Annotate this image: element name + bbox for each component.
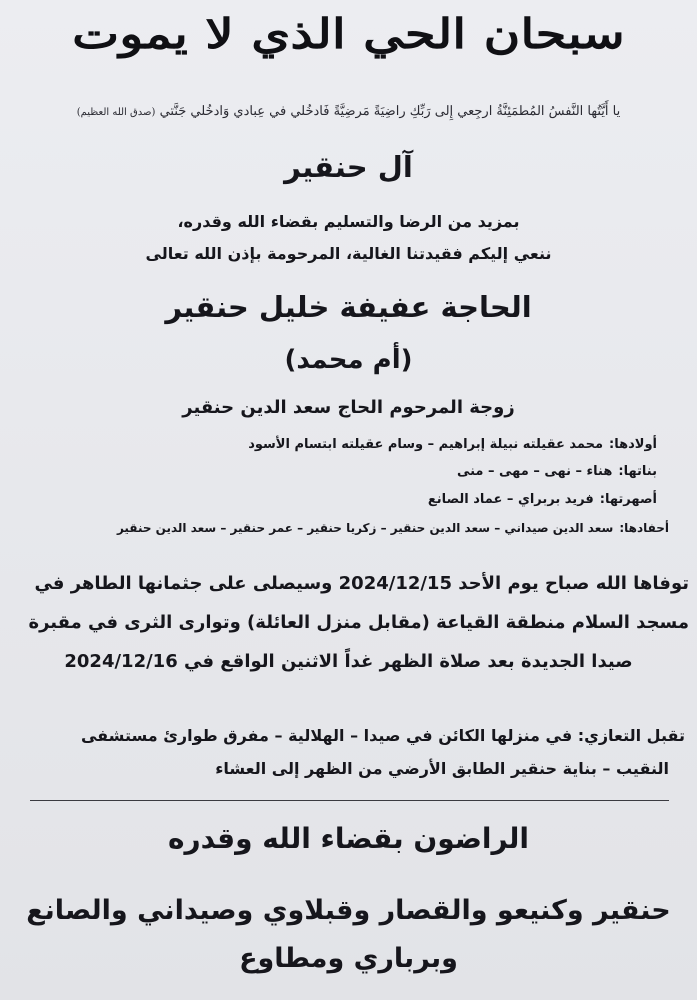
- relatives-daughters: [457, 464, 657, 479]
- relatives-value: هناء – نهى – مهى – منى: [456, 464, 613, 479]
- relatives-label: أصهرتها:: [599, 492, 657, 507]
- verse-text: يا أَيَّتُها النَّفسُ المُطمَئِنَّةُ ارجِعي إِلى رَبِّكِ راضِيَةً مَرضِيَّةً فَادخُلي في عِبادي وَادخُلي جَنَّتي: [159, 104, 621, 119]
- mourners-heading: الراضون بقضاء الله وقدره: [167, 822, 530, 855]
- quran-verse: [0, 104, 697, 119]
- relatives-value: سعد الدين صيداني – سعد الدين حنقير – زكريا حنقير – عمر حنقير – سعد الدين حنقير: [116, 521, 614, 535]
- relatives-value: فريد بربراي – عماد الصانع: [427, 492, 594, 507]
- section-divider: [30, 800, 669, 801]
- funeral-line-2: مسجد السلام منطقة القياعة (مقابل منزل العائلة) وتوارى الثرى في مقبرة: [28, 612, 689, 633]
- relatives-value: محمد عقيلته نبيلة إبراهيم – وسام عقيلته ابتسام الأسود: [248, 437, 604, 452]
- mourners-families-line-1: حنقير وكنيعو والقصار وقبلاوي وصيداني والصانع: [26, 895, 671, 926]
- condolence-line-2: النقيب – بناية حنقير الطابق الأرضي من الظهر إلى العشاء: [215, 759, 669, 778]
- funeral-line-1: توفاها الله صباح يوم الأحد 2024/12/15 وسيصلى على جثمانها الطاهر في: [34, 573, 689, 594]
- verse-reference: (صدق الله العظيم): [76, 107, 156, 118]
- relatives-sons-in-law: [428, 492, 657, 507]
- deceased-kunya: (أم محمد): [284, 345, 413, 375]
- funeral-line-3: صيدا الجديدة بعد صلاة الظهر غداً الاثنين الواقع في 2024/12/16: [64, 651, 633, 672]
- relatives-sons: [248, 437, 657, 452]
- mourners-families-line-2: وبرباري ومطاوع: [239, 943, 458, 974]
- intro-line-2: ننعي إليكم فقيدتنا الغالية، المرحومة بإذن الله تعالى: [145, 244, 552, 263]
- relatives-label: أحفادها:: [619, 521, 669, 535]
- deceased-name: الحاجة عفيفة خليل حنقير: [165, 290, 532, 324]
- condolence-line-1: تقبل التعازي: في منزلها الكائن في صيدا – الهلالية – مفرق طوارئ مستشفى: [80, 726, 685, 745]
- relatives-label: بناتها:: [618, 464, 657, 479]
- relatives-label: أولادها:: [609, 437, 657, 452]
- relatives-grandchildren: [117, 521, 669, 535]
- calligraphy-heading: سبحان الحي الذي لا يموت: [72, 9, 625, 58]
- spouse-line: زوجة المرحوم الحاج سعد الدين حنقير: [182, 397, 515, 418]
- family-title: آل حنقير: [284, 150, 413, 184]
- intro-line-1: بمزيد من الرضا والتسليم بقضاء الله وقدره،: [177, 212, 520, 231]
